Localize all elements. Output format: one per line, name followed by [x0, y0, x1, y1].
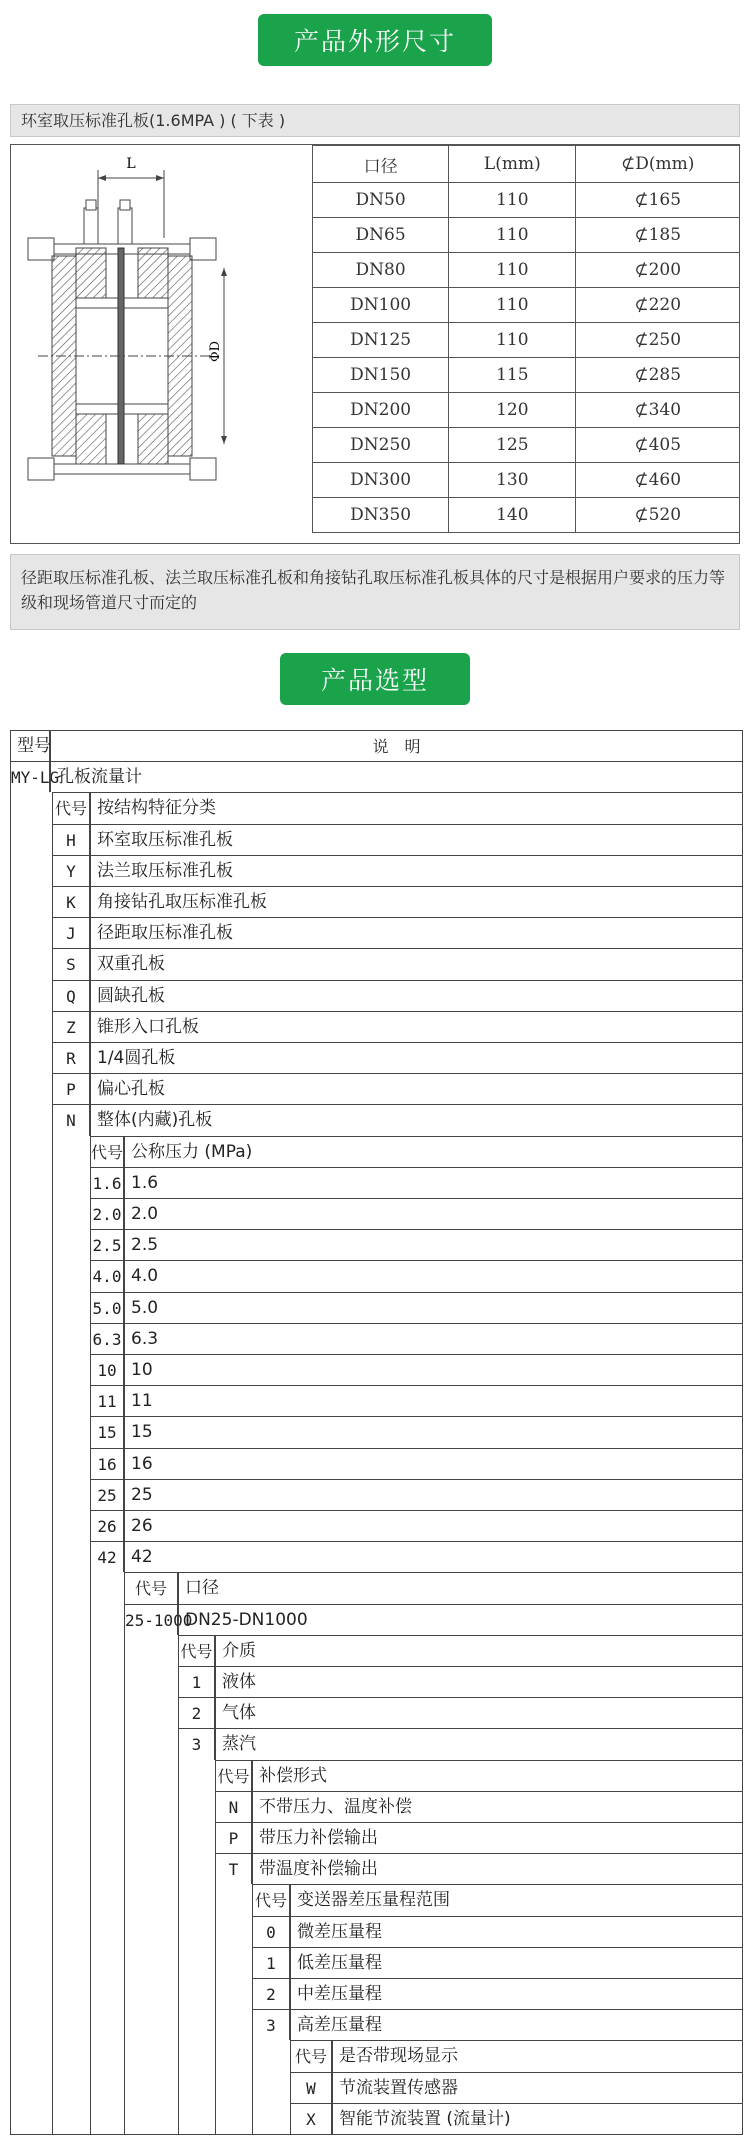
indent-spacer: [124, 2009, 178, 2040]
option-code: P: [215, 1822, 252, 1853]
indent-spacer: [10, 2009, 52, 2040]
indent-spacer: [52, 1323, 90, 1354]
cell-diameter: ⊄165: [576, 183, 740, 218]
table-subtitle: 环室取压标准孔板(1.6MPA ) ( 下表 ): [10, 104, 740, 137]
indent-spacer: [90, 2103, 124, 2134]
orifice-plate-drawing: [22, 148, 302, 540]
indent-spacer: [10, 824, 52, 855]
cell-caliber: DN125: [313, 323, 449, 358]
option-label: 环室取压标准孔板: [90, 824, 743, 855]
indent-spacer: [10, 1385, 52, 1416]
indent-spacer: [52, 1760, 90, 1791]
option-label: 1/4圆孔板: [90, 1042, 743, 1073]
table-row: [313, 463, 740, 498]
option-code: 5.0: [90, 1292, 124, 1323]
indent-spacer: [52, 1354, 90, 1385]
indent-spacer: [10, 1042, 52, 1073]
option-code: P: [52, 1073, 90, 1104]
indent-spacer: [90, 2009, 124, 2040]
option-label: 径距取压标准孔板: [90, 917, 743, 948]
indent-spacer: [52, 1791, 90, 1822]
group-2-title: 公称压力 (MPa): [124, 1136, 743, 1167]
option-label: 4.0: [124, 1260, 743, 1291]
indent-spacer: [215, 2040, 252, 2071]
group-6-code-header: 代号: [252, 1884, 290, 1915]
cell-caliber: DN80: [313, 253, 449, 288]
cell-caliber: DN300: [313, 463, 449, 498]
option-code: 4.0: [90, 1260, 124, 1291]
option-code: 25-1000: [124, 1604, 178, 1635]
cell-caliber: DN200: [313, 393, 449, 428]
indent-spacer: [178, 2040, 215, 2071]
option-code: N: [52, 1104, 90, 1135]
indent-spacer: [90, 1572, 124, 1603]
option-label: 26: [124, 1510, 743, 1541]
indent-spacer: [10, 1198, 52, 1229]
option-code: Q: [52, 980, 90, 1011]
cell-length: 115: [449, 358, 576, 393]
table-row: [313, 428, 740, 463]
option-label: 1.6: [124, 1167, 743, 1198]
indent-spacer: [10, 1947, 52, 1978]
indent-spacer: [52, 1572, 90, 1603]
indent-spacer: [52, 1697, 90, 1728]
group-4-title: 介质: [215, 1635, 743, 1666]
option-code: 0: [252, 1916, 290, 1947]
cell-length: 110: [449, 218, 576, 253]
indent-spacer: [178, 2072, 215, 2103]
indent-spacer: [52, 1604, 90, 1635]
cell-length: 140: [449, 498, 576, 533]
option-label: 蒸汽: [215, 1728, 743, 1759]
indent-spacer: [52, 1541, 90, 1572]
indent-spacer: [90, 1604, 124, 1635]
option-label: 5.0: [124, 1292, 743, 1323]
cell-length: 125: [449, 428, 576, 463]
header-length: L(mm): [449, 146, 576, 183]
option-label: DN25-DN1000: [178, 1604, 743, 1635]
option-label: 锥形入口孔板: [90, 1011, 743, 1042]
option-label: 10: [124, 1354, 743, 1385]
option-label: 节流装置传感器: [332, 2072, 743, 2103]
cell-caliber: DN150: [313, 358, 449, 393]
indent-spacer: [52, 1385, 90, 1416]
indent-spacer: [10, 792, 52, 823]
indent-spacer: [90, 1916, 124, 1947]
option-code: Z: [52, 1011, 90, 1042]
indent-spacer: [215, 1916, 252, 1947]
indent-spacer: [10, 1479, 52, 1510]
option-code: 3: [252, 2009, 290, 2040]
cell-diameter: ⊄185: [576, 218, 740, 253]
indent-spacer: [10, 2040, 52, 2071]
indent-spacer: [90, 1947, 124, 1978]
indent-spacer: [10, 1011, 52, 1042]
option-label: 法兰取压标准孔板: [90, 855, 743, 886]
table-row: [313, 323, 740, 358]
indent-spacer: [124, 1760, 178, 1791]
option-code: K: [52, 886, 90, 917]
indent-spacer: [252, 2103, 290, 2134]
option-label: 微差压量程: [290, 1916, 743, 1947]
option-code: 3: [178, 1728, 215, 1759]
cell-diameter: ⊄340: [576, 393, 740, 428]
option-label: 整体(内藏)孔板: [90, 1104, 743, 1135]
option-label: 42: [124, 1541, 743, 1572]
indent-spacer: [90, 1978, 124, 2009]
indent-spacer: [124, 2040, 178, 2071]
indent-spacer: [10, 1978, 52, 2009]
cell-caliber: DN50: [313, 183, 449, 218]
cell-caliber: DN350: [313, 498, 449, 533]
indent-spacer: [124, 1947, 178, 1978]
indent-spacer: [10, 1572, 52, 1603]
dimension-table: [312, 145, 740, 533]
indent-spacer: [178, 2009, 215, 2040]
indent-spacer: [10, 1916, 52, 1947]
indent-spacer: [52, 1479, 90, 1510]
cell-diameter: ⊄250: [576, 323, 740, 358]
indent-spacer: [124, 1853, 178, 1884]
group-3-code-header: 代号: [124, 1572, 178, 1603]
indent-spacer: [90, 2072, 124, 2103]
option-code: 1.6: [90, 1167, 124, 1198]
indent-spacer: [10, 1604, 52, 1635]
cell-caliber: DN250: [313, 428, 449, 463]
option-label: 低差压量程: [290, 1947, 743, 1978]
indent-spacer: [90, 1822, 124, 1853]
cell-diameter: ⊄285: [576, 358, 740, 393]
option-code: 26: [90, 1510, 124, 1541]
indent-spacer: [10, 886, 52, 917]
group-3-title: 口径: [178, 1572, 743, 1603]
cell-caliber: DN100: [313, 288, 449, 323]
indent-spacer: [52, 1884, 90, 1915]
option-label: 2.5: [124, 1229, 743, 1260]
option-code: 1: [252, 1947, 290, 1978]
option-code: 10: [90, 1354, 124, 1385]
option-label: 圆缺孔板: [90, 980, 743, 1011]
table-bottom-border: [10, 2134, 743, 2135]
option-code: 2.0: [90, 1198, 124, 1229]
option-label: 16: [124, 1448, 743, 1479]
option-label: 15: [124, 1416, 743, 1447]
indent-spacer: [90, 1666, 124, 1697]
indent-spacer: [52, 1167, 90, 1198]
indent-spacer: [52, 1510, 90, 1541]
indent-spacer: [10, 1292, 52, 1323]
indent-spacer: [10, 855, 52, 886]
indent-spacer: [10, 917, 52, 948]
table-row: [313, 183, 740, 218]
indent-spacer: [124, 1666, 178, 1697]
cell-length: 110: [449, 253, 576, 288]
selection-table: [10, 730, 743, 2144]
option-label: 双重孔板: [90, 948, 743, 979]
option-code: J: [52, 917, 90, 948]
option-code: Y: [52, 855, 90, 886]
option-code: N: [215, 1791, 252, 1822]
model-description: 孔板流量计: [50, 761, 743, 792]
option-code: 11: [90, 1385, 124, 1416]
indent-spacer: [178, 1822, 215, 1853]
indent-spacer: [10, 1541, 52, 1572]
indent-spacer: [10, 1791, 52, 1822]
table-row: [313, 358, 740, 393]
indent-spacer: [90, 1728, 124, 1759]
option-code: 2.5: [90, 1229, 124, 1260]
option-label: 11: [124, 1385, 743, 1416]
indent-spacer: [52, 1448, 90, 1479]
option-code: S: [52, 948, 90, 979]
group-5-code-header: 代号: [215, 1760, 252, 1791]
header-description: 说 明: [50, 730, 743, 761]
table-row: [313, 253, 740, 288]
cell-length: 110: [449, 183, 576, 218]
indent-spacer: [215, 2072, 252, 2103]
option-label: 不带压力、温度补偿: [252, 1791, 743, 1822]
indent-spacer: [124, 1884, 178, 1915]
indent-spacer: [124, 1728, 178, 1759]
indent-spacer: [90, 1853, 124, 1884]
section-title-selection: 产品选型: [280, 653, 470, 705]
indent-spacer: [10, 1104, 52, 1135]
option-label: 6.3: [124, 1323, 743, 1354]
indent-spacer: [10, 1884, 52, 1915]
indent-spacer: [52, 2103, 90, 2134]
indent-spacer: [124, 1635, 178, 1666]
indent-spacer: [10, 1323, 52, 1354]
indent-spacer: [124, 1822, 178, 1853]
model-code: MY-LG: [10, 761, 50, 792]
group-2-code-header: 代号: [90, 1136, 124, 1167]
indent-spacer: [10, 1260, 52, 1291]
cell-diameter: ⊄520: [576, 498, 740, 533]
indent-spacer: [178, 1947, 215, 1978]
indent-spacer: [124, 1916, 178, 1947]
indent-spacer: [52, 1229, 90, 1260]
indent-spacer: [178, 1853, 215, 1884]
indent-spacer: [10, 1853, 52, 1884]
indent-spacer: [10, 1136, 52, 1167]
indent-spacer: [10, 1073, 52, 1104]
cell-diameter: ⊄460: [576, 463, 740, 498]
option-label: 偏心孔板: [90, 1073, 743, 1104]
group-6-title: 变送器差压量程范围: [290, 1884, 743, 1915]
indent-spacer: [215, 2009, 252, 2040]
indent-spacer: [10, 1635, 52, 1666]
indent-spacer: [215, 1884, 252, 1915]
indent-spacer: [10, 980, 52, 1011]
indent-spacer: [52, 1666, 90, 1697]
table-row: [313, 393, 740, 428]
indent-spacer: [52, 1198, 90, 1229]
indent-spacer: [52, 1136, 90, 1167]
l-dimension-label: L: [126, 156, 136, 172]
indent-spacer: [90, 1884, 124, 1915]
indent-spacer: [124, 1791, 178, 1822]
indent-spacer: [90, 2040, 124, 2071]
option-label: 气体: [215, 1697, 743, 1728]
option-label: 液体: [215, 1666, 743, 1697]
indent-spacer: [124, 2103, 178, 2134]
cell-length: 120: [449, 393, 576, 428]
indent-spacer: [215, 1947, 252, 1978]
indent-spacer: [10, 1167, 52, 1198]
header-diameter: ⊄D(mm): [576, 146, 740, 183]
group-7-title: 是否带现场显示: [332, 2040, 743, 2071]
note-text: 径距取压标准孔板、法兰取压标准孔板和角接钻孔取压标准孔板具体的尺寸是根据用户要求的压力等级和现场管道尺寸而定的: [10, 554, 740, 630]
indent-spacer: [10, 1354, 52, 1385]
group-1-title: 按结构特征分类: [90, 792, 743, 823]
option-code: H: [52, 824, 90, 855]
indent-spacer: [178, 1978, 215, 2009]
cell-length: 130: [449, 463, 576, 498]
indent-spacer: [124, 1978, 178, 2009]
option-code: 1: [178, 1666, 215, 1697]
option-label: 高差压量程: [290, 2009, 743, 2040]
indent-spacer: [124, 2072, 178, 2103]
option-code: 2: [178, 1697, 215, 1728]
indent-spacer: [10, 948, 52, 979]
table-row: [313, 288, 740, 323]
group-4-code-header: 代号: [178, 1635, 215, 1666]
indent-spacer: [52, 1416, 90, 1447]
indent-spacer: [178, 1884, 215, 1915]
indent-spacer: [178, 2103, 215, 2134]
indent-spacer: [10, 1760, 52, 1791]
indent-spacer: [178, 1791, 215, 1822]
option-label: 25: [124, 1479, 743, 1510]
option-code: X: [290, 2103, 332, 2134]
indent-spacer: [10, 2072, 52, 2103]
indent-spacer: [90, 1791, 124, 1822]
header-caliber: 口径: [313, 146, 449, 183]
option-label: 带压力补偿输出: [252, 1822, 743, 1853]
option-code: T: [215, 1853, 252, 1884]
option-code: 16: [90, 1448, 124, 1479]
option-code: W: [290, 2072, 332, 2103]
option-label: 角接钻孔取压标准孔板: [90, 886, 743, 917]
indent-spacer: [52, 1947, 90, 1978]
indent-spacer: [124, 1697, 178, 1728]
indent-spacer: [10, 2103, 52, 2134]
indent-spacer: [52, 1853, 90, 1884]
indent-spacer: [10, 1448, 52, 1479]
cell-diameter: ⊄405: [576, 428, 740, 463]
table-row: [313, 498, 740, 533]
indent-spacer: [90, 1760, 124, 1791]
indent-spacer: [178, 1760, 215, 1791]
header-model: 型号: [10, 730, 50, 761]
indent-spacer: [178, 1916, 215, 1947]
indent-spacer: [10, 1666, 52, 1697]
option-code: R: [52, 1042, 90, 1073]
cell-caliber: DN65: [313, 218, 449, 253]
indent-spacer: [52, 2009, 90, 2040]
indent-spacer: [215, 2103, 252, 2134]
option-label: 中差压量程: [290, 1978, 743, 2009]
indent-spacer: [10, 1416, 52, 1447]
option-code: 15: [90, 1416, 124, 1447]
indent-spacer: [52, 1260, 90, 1291]
indent-spacer: [52, 2040, 90, 2071]
indent-spacer: [90, 1697, 124, 1728]
indent-spacer: [52, 1978, 90, 2009]
option-label: 智能节流装置 (流量计): [332, 2103, 743, 2134]
indent-spacer: [10, 1510, 52, 1541]
indent-spacer: [52, 1635, 90, 1666]
group-5-title: 补偿形式: [252, 1760, 743, 1791]
option-label: 带温度补偿输出: [252, 1853, 743, 1884]
indent-spacer: [10, 1822, 52, 1853]
cell-length: 110: [449, 323, 576, 358]
indent-spacer: [215, 1978, 252, 2009]
group-7-code-header: 代号: [290, 2040, 332, 2071]
cell-diameter: ⊄200: [576, 253, 740, 288]
option-label: 2.0: [124, 1198, 743, 1229]
section-title-dimensions: 产品外形尺寸: [258, 14, 492, 66]
indent-spacer: [10, 1229, 52, 1260]
option-code: 42: [90, 1541, 124, 1572]
indent-spacer: [52, 1822, 90, 1853]
cell-length: 110: [449, 288, 576, 323]
option-code: 2: [252, 1978, 290, 2009]
indent-spacer: [52, 2072, 90, 2103]
indent-spacer: [90, 1635, 124, 1666]
indent-spacer: [52, 1728, 90, 1759]
d-dimension-label: ΦD: [208, 340, 223, 362]
indent-spacer: [52, 1292, 90, 1323]
indent-spacer: [10, 1728, 52, 1759]
indent-spacer: [252, 2072, 290, 2103]
indent-spacer: [52, 1916, 90, 1947]
cell-diameter: ⊄220: [576, 288, 740, 323]
group-1-code-header: 代号: [52, 792, 90, 823]
indent-spacer: [10, 1697, 52, 1728]
option-code: 25: [90, 1479, 124, 1510]
table-row: [313, 218, 740, 253]
option-code: 6.3: [90, 1323, 124, 1354]
indent-spacer: [252, 2040, 290, 2071]
